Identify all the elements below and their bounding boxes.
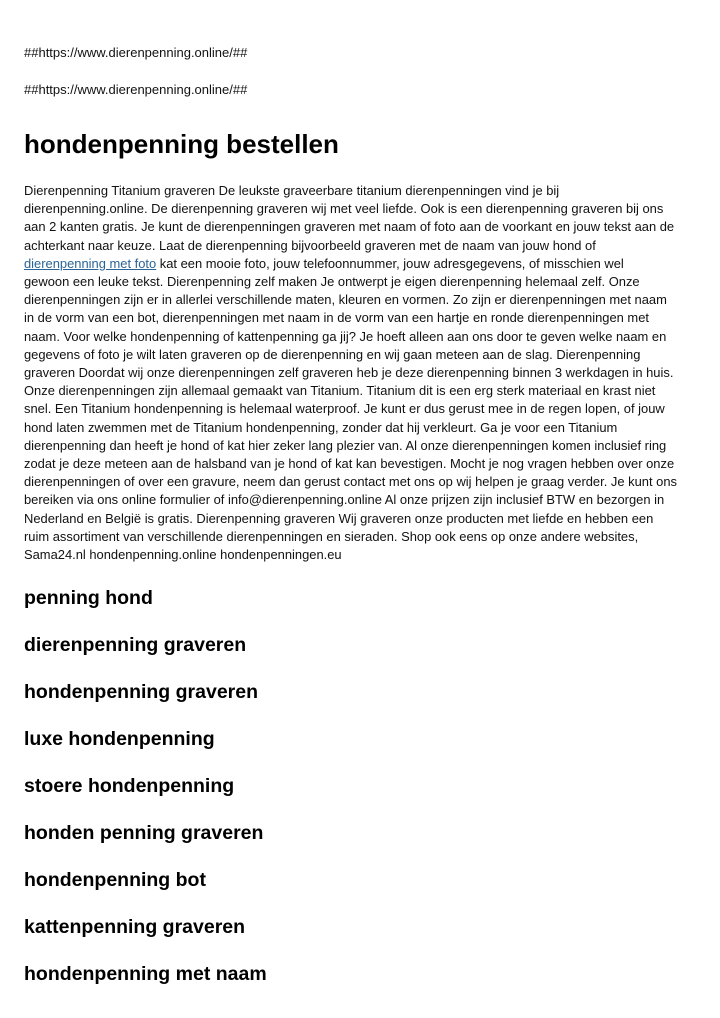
keyword-heading: honden penning graveren <box>24 822 264 844</box>
paragraph-line: naam. Voor welke hondenpenning of kattenpenning ga jij? Je hoeft alleen aan ons door te geven welke naam en <box>24 328 667 344</box>
paragraph-line: achterkant naar keuze. Laat de dierenpenning bijvoorbeeld graveren met de naam van jouw hond of <box>24 237 596 253</box>
paragraph-line: zodat je deze meteen aan de halsband van je hond of kat kan bevestigen. Mocht je nog vragen hebben over onze <box>24 456 675 472</box>
paragraph-line: snel. Een Titanium hondenpenning is helemaal waterproof. Je kunt er dus gerust mee in de regen lopen, of jouw <box>24 401 665 417</box>
keyword-heading: hondenpenning bot <box>24 869 206 891</box>
keyword-heading: dierenpenning graveren <box>24 634 247 656</box>
paragraph-line: dierenpenning dan heeft je hond of kat hier zeker lang plezier van. Al onze dierenpenningen komen inclusief ring <box>24 437 667 453</box>
paragraph-line: Sama24.nl hondenpenning.online hondenpenningen.eu <box>24 547 342 563</box>
paragraph-line: aan 2 kanten gratis. Je kunt de dierenpenningen graveren met naam of foto aan de voorkant en jouw tekst aan de <box>24 219 675 235</box>
url-marker-line: ##https://www.dierenpenning.online/## <box>24 82 248 97</box>
paragraph-line-with-link <box>24 255 714 273</box>
paragraph-line: gegevens of foto je wilt laten graveren op de dierenpenning en wij gaan meteen aan de slag. Dierenpenning <box>24 346 641 362</box>
paragraph-line: hond laten zwemmen met de Titanium hondenpenning, zonder dat hij verkleurt. Ga je voor een Titanium <box>24 419 618 435</box>
page-title: hondenpenning bestellen <box>24 129 339 159</box>
keyword-heading: penning hond <box>24 587 153 609</box>
keyword-headings <box>24 586 267 1009</box>
paragraph-line: Dierenpenning Titanium graveren De leukste graveerbare titanium dierenpenningen vind je bij <box>24 183 560 198</box>
paragraph-line-text: kat een mooie foto, jouw telefoonnummer, jouw adresgegevens, of misschien wel <box>156 255 624 271</box>
paragraph-line: Nederland en België is gratis. Dierenpenning graveren Wij graveren onze producten met liefde en hebben een <box>24 510 654 526</box>
paragraph-line: gewoon een leuke tekst. Dierenpenning zelf maken Je ontwerpt je eigen dierenpenning helemaal zelf. Onze <box>24 274 640 290</box>
paragraph-line: graveren Doordat wij onze dierenpenningen zelf graveren heb je deze dierenpenning binnen 3 werkdagen in huis. <box>24 365 674 381</box>
keyword-heading: hondenpenning graveren <box>24 681 259 703</box>
keyword-heading: hondenpenning met naam <box>24 963 267 985</box>
paragraph-line: dierenpenning.online. De dierenpenning graveren wij met veel liefde. Ook is een dierenpenning graveren bij ons <box>24 201 664 217</box>
keyword-heading: luxe hondenpenning <box>24 728 215 750</box>
body-paragraph <box>24 182 714 564</box>
keyword-heading: stoere hondenpenning <box>24 775 235 797</box>
url-marker-line: ##https://www.dierenpenning.online/## <box>24 45 248 60</box>
paragraph-line: in de vorm van een bot, dierenpenningen met naam in de vorm van een hartje en ronde dierenpenningen met <box>24 310 649 326</box>
paragraph-line: dierenpenningen zijn er in allerlei verschillende maten, kleuren en vormen. Zo zijn er dierenpenningen met naam <box>24 292 667 308</box>
dierenpenning-met-foto-link[interactable]: dierenpenning met foto <box>24 255 157 271</box>
paragraph-line: Onze dierenpenningen zijn allemaal gemaakt van Titanium. Titanium dit is een erg sterk materiaal en krast niet <box>24 383 656 399</box>
paragraph-line: ruim assortiment van verschillende dierenpenningen en sieraden. Shop ook eens op onze andere websites, <box>24 528 639 544</box>
paragraph-line: bereiken via ons online formulier of info@dierenpenning.online Al onze prijzen zijn inclusief BTW en bezorgen in <box>24 492 665 508</box>
paragraph-line: dierenpenningen of over een gravure, neem dan gerust contact met ons op wij helpen je graag verder. Je kunt ons <box>24 474 677 490</box>
keyword-heading: kattenpenning graveren <box>24 916 246 938</box>
